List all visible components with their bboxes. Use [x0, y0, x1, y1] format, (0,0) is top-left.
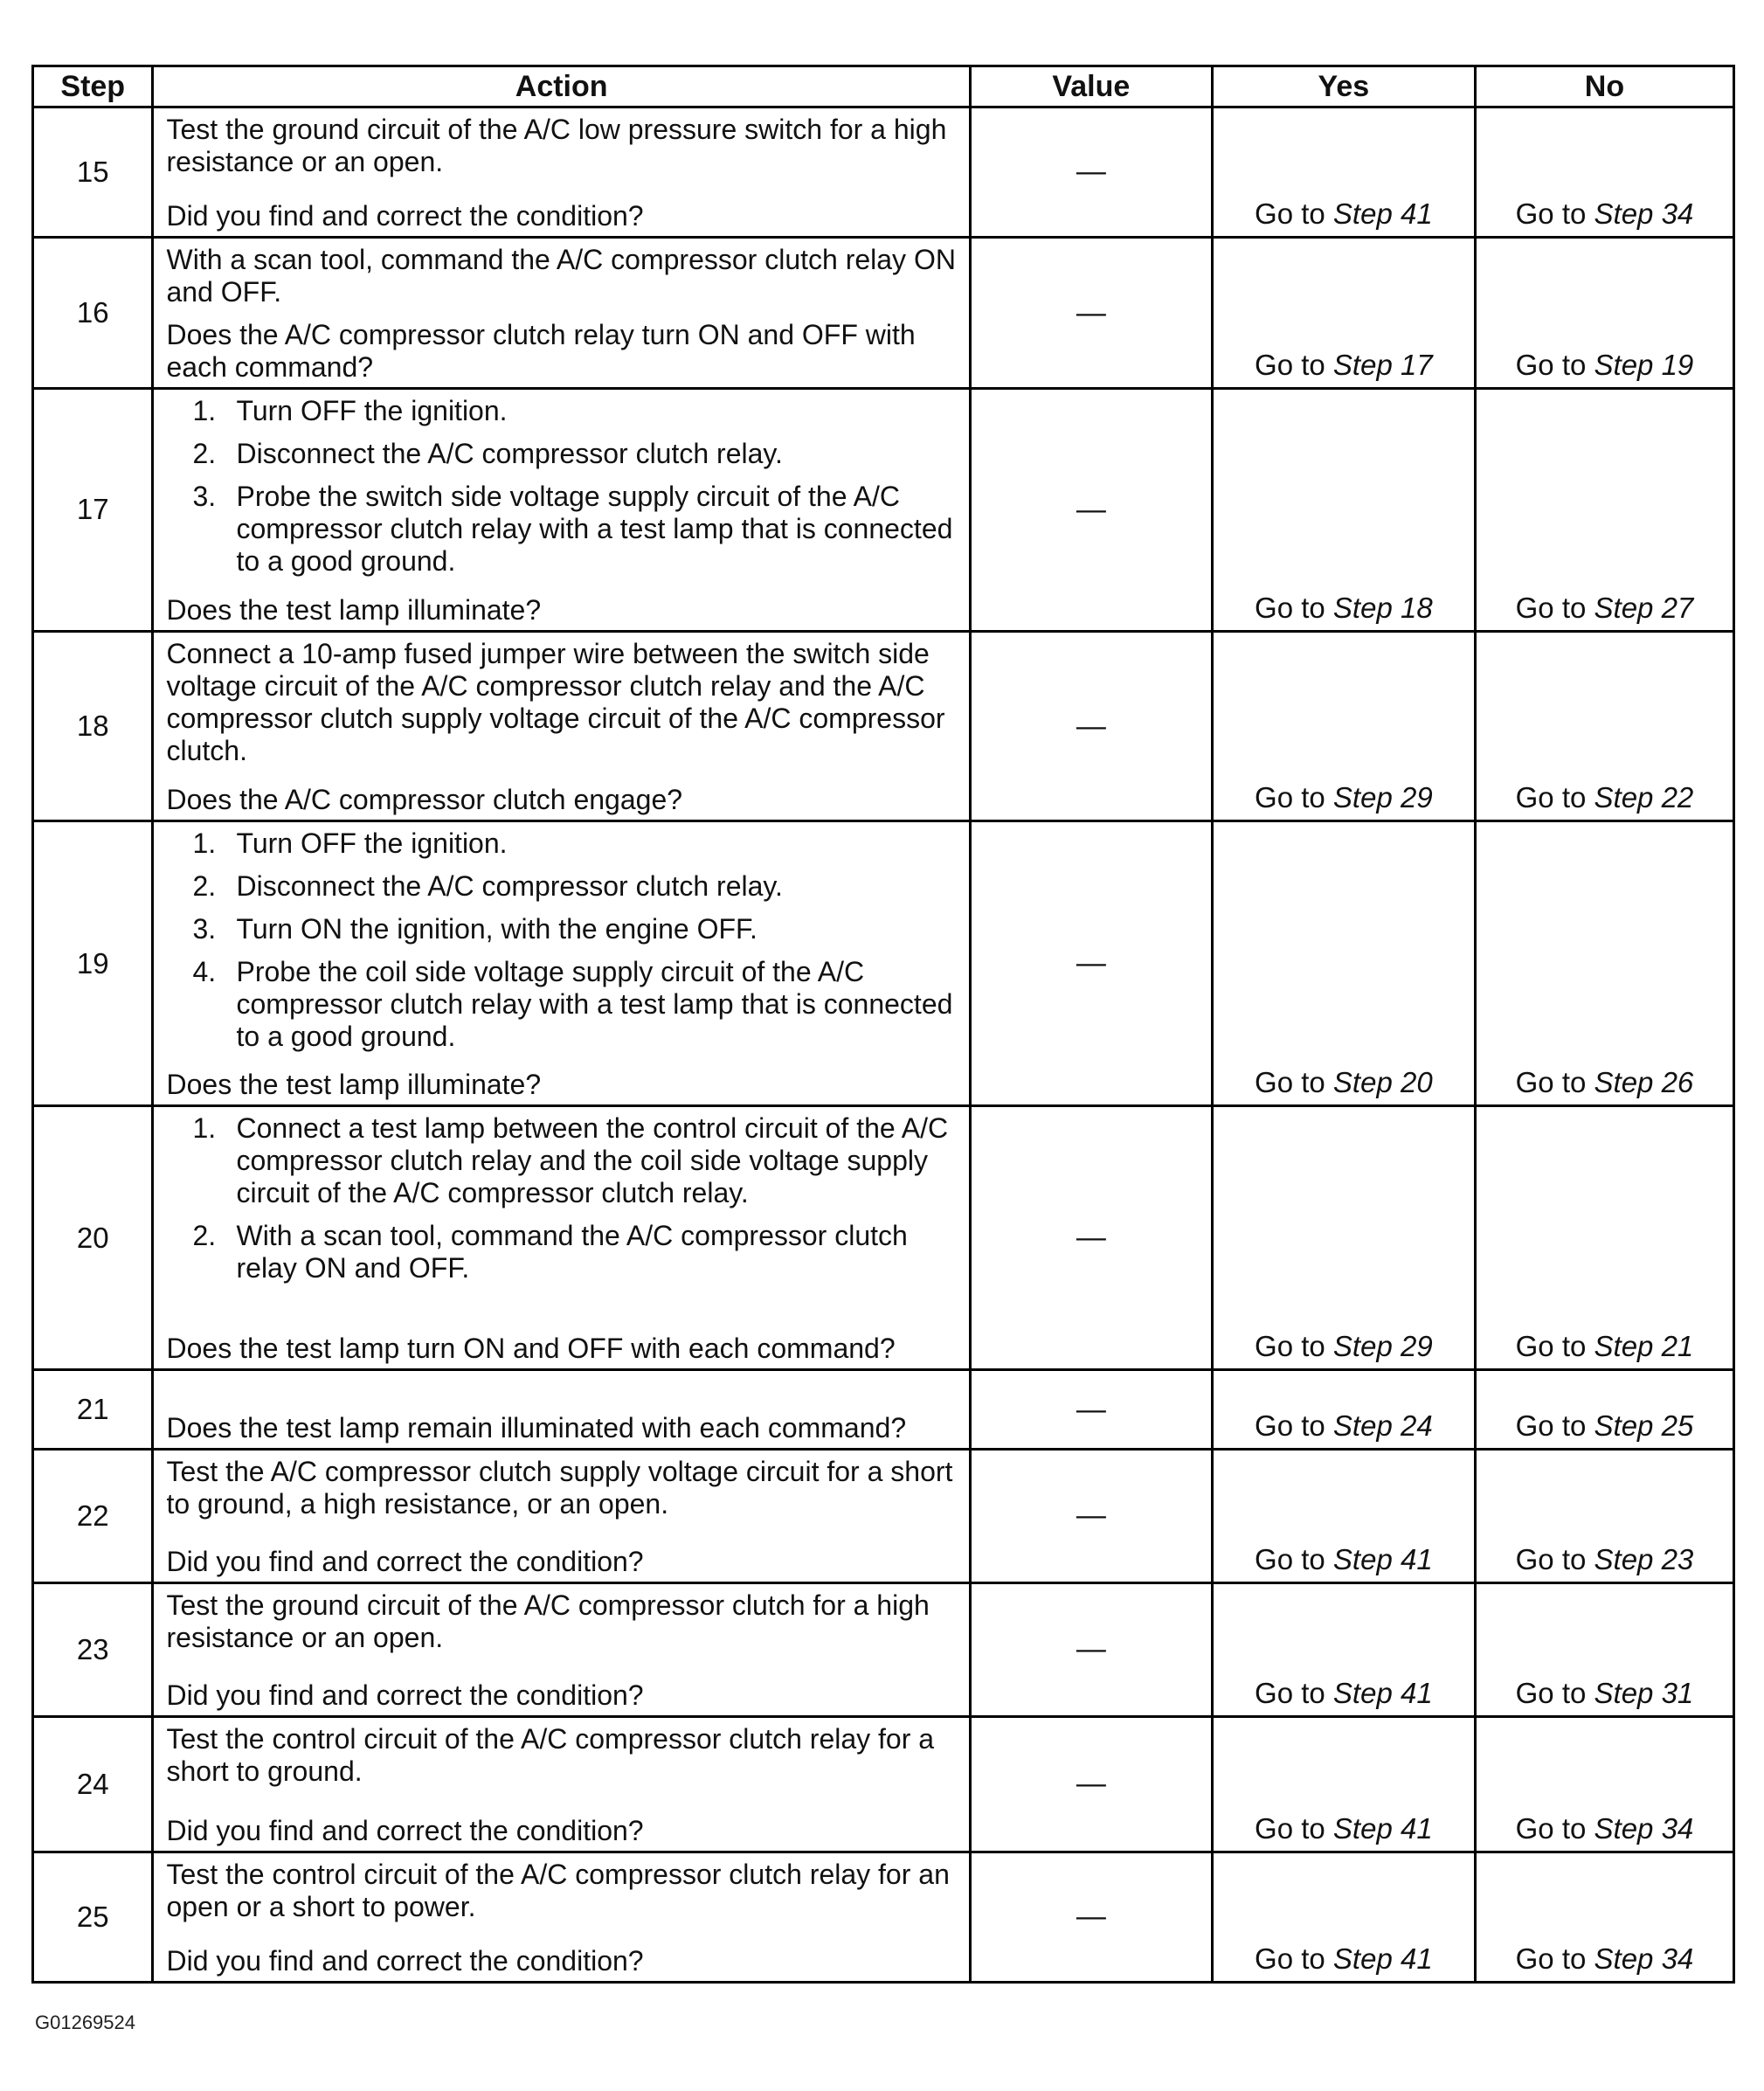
yes-cell [1212, 631, 1475, 820]
goto-prefix: Go to [1515, 197, 1595, 230]
action-step-number: 3. [192, 481, 217, 513]
goto-prefix: Go to [1255, 1542, 1333, 1575]
goto-step-yes: Step 41 [1332, 1676, 1433, 1709]
action-intro: With a scan tool, command the A/C compressor clutch relay ON and OFF. [166, 243, 956, 308]
goto-step-yes: Step 24 [1332, 1409, 1433, 1442]
action-intro: Test the ground circuit of the A/C compressor clutch for a high resistance or an open. [166, 1589, 930, 1653]
action-step-number: 1. [192, 1112, 217, 1145]
table-row [33, 1582, 1734, 1716]
action-step-item [166, 827, 956, 860]
action-cell [153, 237, 970, 388]
goto-prefix: Go to [1515, 1066, 1595, 1099]
action-intro: Test the control circuit of the A/C compressor clutch relay for a short to ground. [166, 1722, 935, 1787]
header-row [33, 66, 1734, 107]
goto-step-yes: Step 41 [1332, 1942, 1433, 1975]
goto-step-no: Step 27 [1594, 591, 1694, 624]
action-question: Does the test lamp turn ON and OFF with each command? [166, 1333, 896, 1365]
goto-step-no: Step 34 [1594, 1811, 1694, 1845]
table-row [33, 237, 1734, 388]
header-yes: Yes [1212, 66, 1475, 107]
no-cell [1475, 1716, 1733, 1852]
goto-prefix: Go to [1255, 1330, 1333, 1363]
table-body [33, 107, 1734, 1983]
action-step-item [166, 956, 956, 1053]
action-step-text: Disconnect the A/C compressor clutch relay. [236, 438, 783, 470]
goto-prefix: Go to [1255, 1676, 1333, 1709]
action-step-text: Turn OFF the ignition. [236, 827, 508, 860]
action-step-number: 3. [192, 913, 217, 945]
goto-step-yes: Step 41 [1332, 1542, 1433, 1575]
step-number: 24 [33, 1716, 153, 1852]
goto-step-yes: Step 20 [1332, 1066, 1433, 1099]
action-question: Does the test lamp remain illuminated with each command? [166, 1411, 907, 1444]
yes-cell [1212, 107, 1475, 238]
value-cell: — [970, 631, 1212, 820]
action-step-text: Probe the switch side voltage supply circuit of the A/C compressor clutch relay with a test lamp that is connected to a good ground. [236, 481, 953, 578]
action-step-text: With a scan tool, command the A/C compressor clutch relay ON and OFF. [236, 1220, 908, 1284]
action-cell [153, 1106, 970, 1370]
table-row [33, 389, 1734, 632]
action-step-text: Turn ON the ignition, with the engine OFF. [236, 913, 757, 945]
step-number: 21 [33, 1370, 153, 1450]
action-step-number: 1. [192, 827, 217, 860]
no-cell [1475, 1370, 1733, 1450]
action-step-number: 2. [192, 1220, 217, 1252]
value-cell: — [970, 107, 1212, 238]
value-cell: — [970, 237, 1212, 388]
action-step-text: Connect a test lamp between the control circuit of the A/C compressor clutch relay and the coil side voltage supply circuit of the A/C compressor clutch relay. [236, 1112, 949, 1209]
table-row [33, 1852, 1734, 1982]
no-cell [1475, 107, 1733, 238]
action-cell [153, 1449, 970, 1582]
action-cell [153, 1370, 970, 1450]
goto-prefix: Go to [1255, 591, 1333, 624]
table-row [33, 631, 1734, 820]
value-cell: — [970, 1106, 1212, 1370]
table-row [33, 1716, 1734, 1852]
step-number: 18 [33, 631, 153, 820]
value-cell: — [970, 1852, 1212, 1982]
no-cell [1475, 1582, 1733, 1716]
yes-cell [1212, 1716, 1475, 1852]
action-cell [153, 821, 970, 1106]
action-intro: Test the ground circuit of the A/C low pressure switch for a high resistance or an open. [166, 114, 947, 177]
goto-prefix: Go to [1515, 591, 1595, 624]
action-step-item [166, 481, 956, 578]
action-cell [153, 1716, 970, 1852]
table-row [33, 107, 1734, 238]
action-step-text: Probe the coil side voltage supply circuit of the A/C compressor clutch relay with a test lamp that is connected to a good ground. [236, 956, 953, 1053]
diagnostic-table [31, 65, 1735, 1984]
no-cell [1475, 389, 1733, 632]
step-number: 25 [33, 1852, 153, 1982]
goto-step-no: Step 34 [1594, 1942, 1694, 1975]
action-question: Did you find and correct the condition? [166, 1679, 644, 1711]
goto-step-no: Step 25 [1594, 1409, 1694, 1442]
no-cell [1475, 631, 1733, 820]
yes-cell [1212, 1449, 1475, 1582]
goto-prefix: Go to [1255, 781, 1333, 814]
goto-step-no: Step 19 [1594, 349, 1694, 382]
no-cell [1475, 1449, 1733, 1582]
value-cell: — [970, 1370, 1212, 1450]
value-cell: — [970, 389, 1212, 632]
no-cell [1475, 237, 1733, 388]
goto-step-no: Step 34 [1594, 197, 1694, 230]
goto-prefix: Go to [1515, 1676, 1595, 1709]
header-value: Value [970, 66, 1212, 107]
action-question: Does the test lamp illuminate? [166, 1069, 542, 1101]
action-step-text: Turn OFF the ignition. [236, 395, 508, 427]
action-steps-list [166, 395, 956, 578]
goto-prefix: Go to [1255, 1066, 1333, 1099]
goto-prefix: Go to [1255, 1942, 1333, 1975]
action-step-item [166, 870, 956, 903]
no-cell [1475, 1852, 1733, 1982]
yes-cell [1212, 1582, 1475, 1716]
goto-prefix: Go to [1515, 1542, 1595, 1575]
goto-prefix: Go to [1515, 1811, 1595, 1845]
action-intro: Test the A/C compressor clutch supply voltage circuit for a short to ground, a high resistance, or an open. [166, 1455, 953, 1520]
action-question: Does the A/C compressor clutch engage? [166, 784, 683, 816]
table-row [33, 1106, 1734, 1370]
goto-step-no: Step 26 [1594, 1066, 1694, 1099]
goto-step-no: Step 21 [1594, 1330, 1694, 1363]
action-intro: Connect a 10-amp fused jumper wire between the switch side voltage circuit of the A/C compressor clutch relay and the A/C compressor clutch supply voltage circuit of the A/C compressor clutch. [166, 637, 945, 766]
table-row [33, 1370, 1734, 1450]
action-cell [153, 1852, 970, 1982]
action-step-number: 2. [192, 438, 217, 470]
value-cell: — [970, 821, 1212, 1106]
yes-cell [1212, 1106, 1475, 1370]
step-number: 17 [33, 389, 153, 632]
action-question: Did you find and correct the condition? [166, 199, 644, 232]
goto-step-no: Step 22 [1594, 781, 1694, 814]
action-cell [153, 631, 970, 820]
action-steps-list [166, 827, 956, 1053]
no-cell [1475, 1106, 1733, 1370]
goto-step-yes: Step 41 [1332, 1811, 1433, 1845]
goto-prefix: Go to [1515, 781, 1595, 814]
action-step-item [166, 395, 956, 427]
step-number: 23 [33, 1582, 153, 1716]
goto-prefix: Go to [1515, 1942, 1595, 1975]
goto-step-no: Step 31 [1594, 1676, 1694, 1709]
action-steps-list [166, 1112, 956, 1284]
goto-step-yes: Step 29 [1332, 781, 1433, 814]
header-action: Action [153, 66, 970, 107]
action-cell [153, 107, 970, 238]
action-step-item [166, 1220, 956, 1284]
action-question: Does the A/C compressor clutch relay turn ON and OFF with each command? [166, 319, 916, 384]
goto-step-yes: Step 17 [1332, 349, 1433, 382]
step-number: 16 [33, 237, 153, 388]
action-step-number: 1. [192, 395, 217, 427]
table-row [33, 1449, 1734, 1582]
goto-prefix: Go to [1255, 1409, 1333, 1442]
action-question: Did you find and correct the condition? [166, 1945, 644, 1977]
action-cell [153, 1582, 970, 1716]
goto-prefix: Go to [1255, 197, 1333, 230]
header-step: Step [33, 66, 153, 107]
yes-cell [1212, 389, 1475, 632]
action-step-number: 2. [192, 870, 217, 903]
goto-prefix: Go to [1515, 349, 1595, 382]
goto-prefix: Go to [1515, 1409, 1595, 1442]
action-intro: Test the control circuit of the A/C compressor clutch relay for an open or a short to power. [166, 1858, 950, 1922]
figure-id: G01269524 [35, 2011, 135, 2033]
action-cell [153, 389, 970, 632]
action-question: Does the test lamp illuminate? [166, 593, 542, 626]
no-cell [1475, 821, 1733, 1106]
step-number: 19 [33, 821, 153, 1106]
action-question: Did you find and correct the condition? [166, 1545, 644, 1577]
step-number: 15 [33, 107, 153, 238]
goto-prefix: Go to [1255, 1811, 1333, 1845]
table-row [33, 821, 1734, 1106]
goto-step-yes: Step 29 [1332, 1330, 1433, 1363]
goto-prefix: Go to [1255, 349, 1333, 382]
action-step-item [166, 438, 956, 470]
yes-cell [1212, 237, 1475, 388]
action-step-text: Disconnect the A/C compressor clutch relay. [236, 870, 783, 903]
value-cell: — [970, 1449, 1212, 1582]
value-cell: — [970, 1716, 1212, 1852]
action-step-number: 4. [192, 956, 217, 988]
action-question: Did you find and correct the condition? [166, 1814, 644, 1846]
yes-cell [1212, 1370, 1475, 1450]
goto-prefix: Go to [1515, 1330, 1595, 1363]
value-cell: — [970, 1582, 1212, 1716]
yes-cell [1212, 821, 1475, 1106]
action-step-item [166, 1112, 956, 1209]
goto-step-yes: Step 18 [1332, 591, 1433, 624]
yes-cell [1212, 1852, 1475, 1982]
step-number: 22 [33, 1449, 153, 1582]
header-no: No [1475, 66, 1733, 107]
goto-step-yes: Step 41 [1332, 197, 1433, 230]
step-number: 20 [33, 1106, 153, 1370]
goto-step-no: Step 23 [1594, 1542, 1694, 1575]
action-step-item [166, 913, 956, 945]
